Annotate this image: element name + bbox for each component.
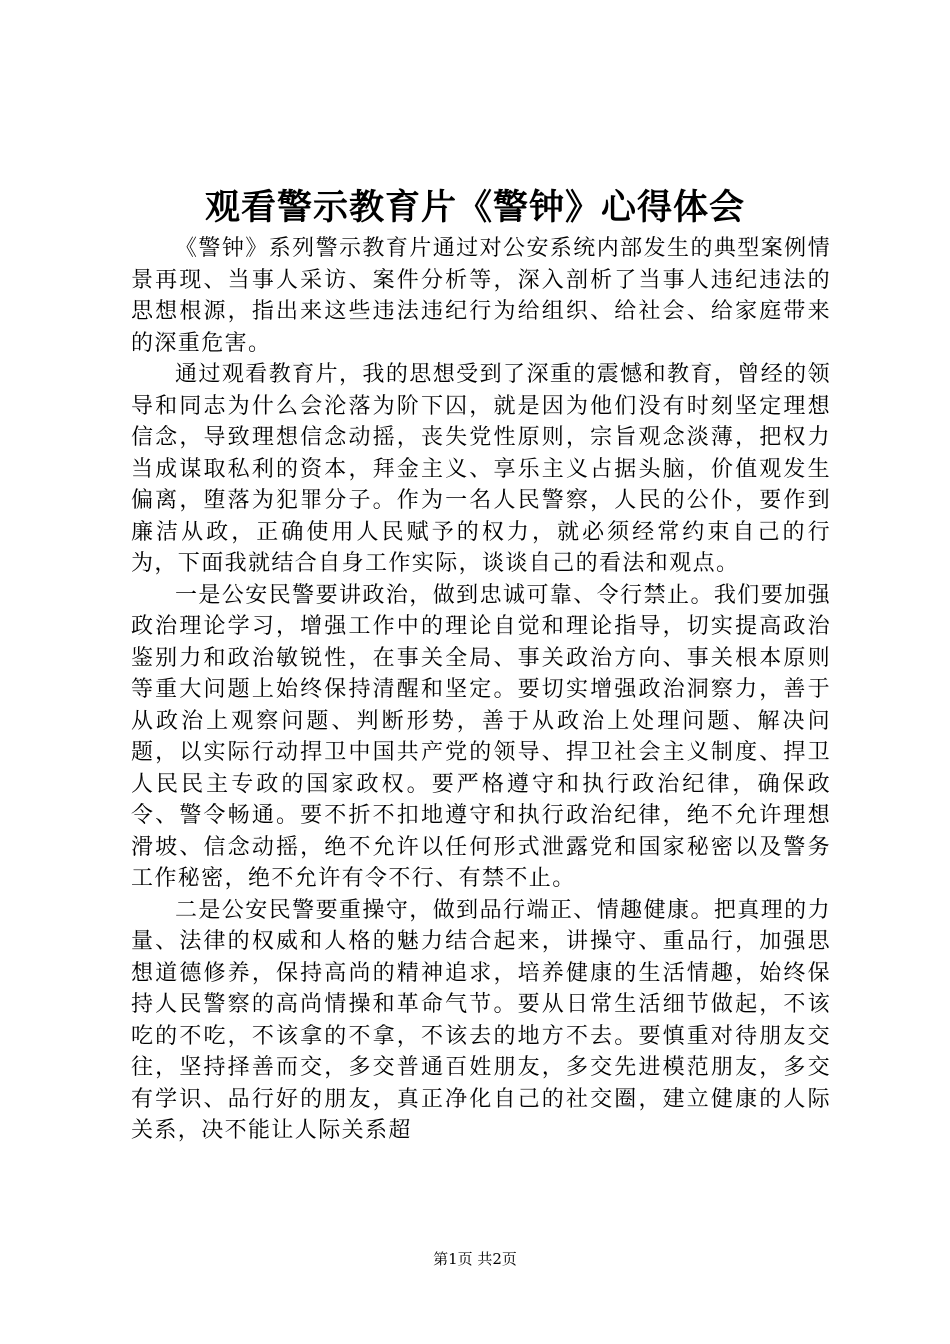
paragraph-4: 二是公安民警要重操守，做到品行端正、情趣健康。把真理的力量、法律的权威和人格的魅力结合起来，讲操守、重品行，加强思想道德修养，保持高尚的精神追求，培养健康的生活情趣，始终保持人民警察的高尚情操和革命气节。要从日常生活细节做起，不该吃的不吃，不该拿的不拿，不该去的地方不去。要慎重对待朋友交往，坚持择善而交，多交普通百姓朋友，多交先进模范朋友，多交有学识、品行好的朋友，真正净化自己的社交圈，建立健康的人际关系，决不能让人际关系超 [131, 897, 831, 1143]
document-body [131, 233, 831, 1147]
paragraph-3: 一是公安民警要讲政治，做到忠诚可靠、令行禁止。我们要加强政治理论学习，增强工作中的理论自觉和理论指导，切实提高政治鉴别力和政治敏锐性，在事关全局、事关政治方向、事关根本原则等重大问题上始终保持清醒和坚定。要切实增强政治洞察力，善于从政治上观察问题、判断形势，善于从政治上处理问题、解决问题，以实际行动捍卫中国共产党的领导、捍卫社会主义制度、捍卫人民民主专政的国家政权。要严格遵守和执行政治纪律，确保政令、警令畅通。要不折不扣地遵守和执行政治纪律，绝不允许理想滑坡、信念动摇，绝不允许以任何形式泄露党和国家秘密以及警务工作秘密，绝不允许有令不行、有禁不止。 [131, 582, 831, 891]
document-title: 观看警示教育片《警钟》心得体会 [204, 187, 745, 228]
paragraph-1: 《警钟》系列警示教育片通过对公安系统内部发生的典型案例情景再现、当事人采访、案件分析等，深入剖析了当事人违纪违法的思想根源，指出来这些违法违纪行为给组织、给社会、给家庭带来的深重危害。 [131, 236, 831, 356]
paragraph-2: 通过观看教育片，我的思想受到了深重的震憾和教育，曾经的领导和同志为什么会沦落为阶下囚，就是因为他们没有时刻坚定理想信念，导致理想信念动摇，丧失党性原则，宗旨观念淡薄，把权力当成谋取私利的资本，拜金主义、享乐主义占据头脑，价值观发生偏离，堕落为犯罪分子。作为一名人民警察，人民的公仆，要作到廉洁从政，正确使用人民赋予的权力，就必须经常约束自己的行为，下面我就结合自身工作实际，谈谈自己的看法和观点。 [131, 362, 831, 576]
page-number-footer: 第1页 共2页 [433, 1250, 517, 1268]
